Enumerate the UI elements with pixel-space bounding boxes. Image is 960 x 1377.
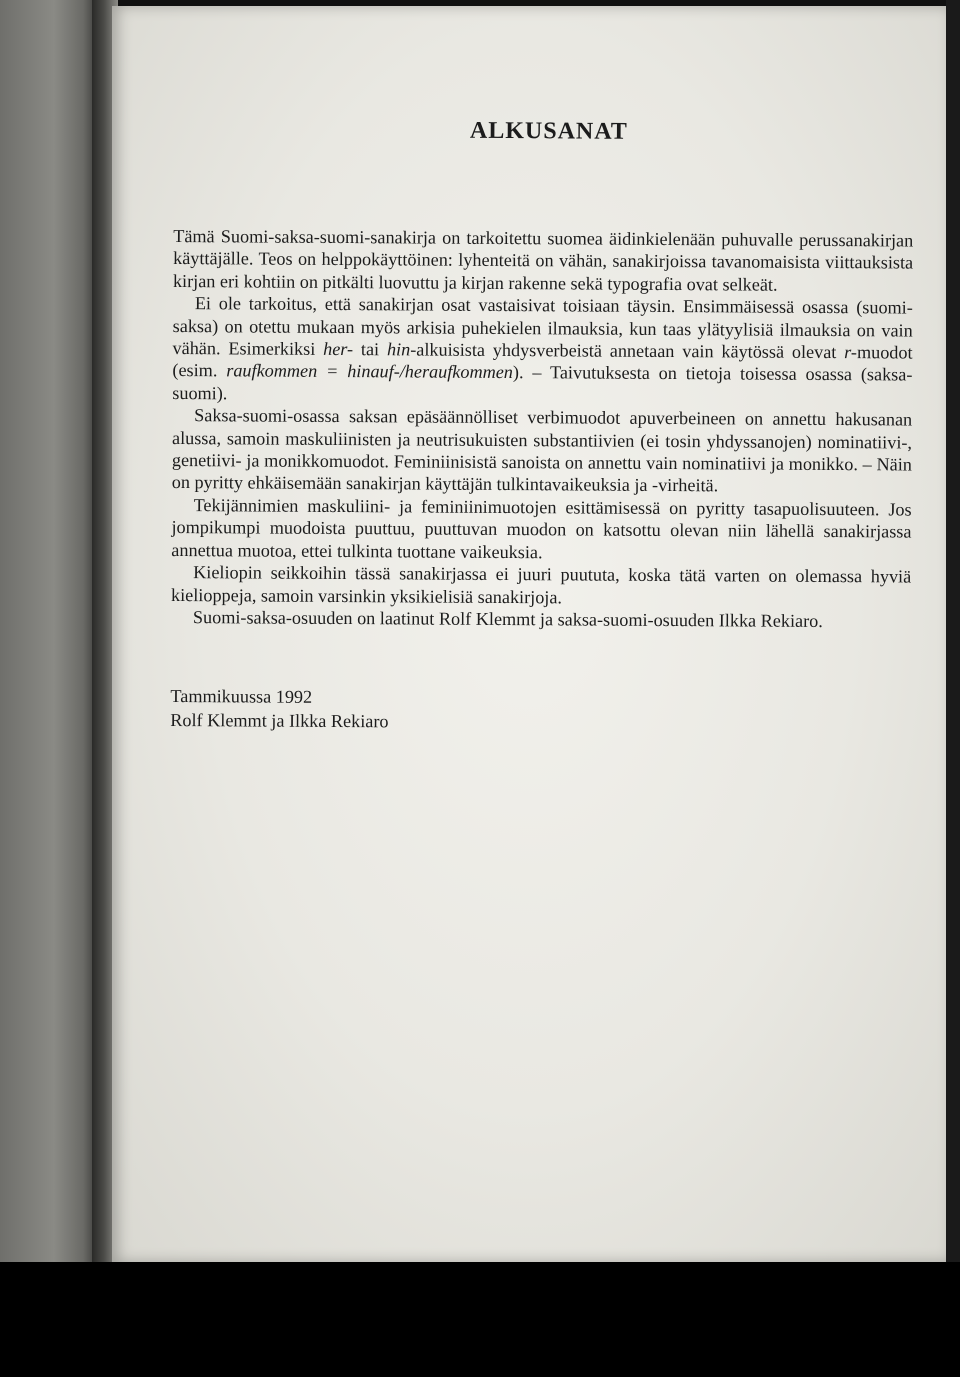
italic-term: hin- [386,339,417,360]
paragraph-text: Tekijännimien maskuliini- ja feminiinimuotojen esittämisessä on pyritty tasapuolisuuteen. Jos jompikumpi muodoista puuttuu, puuttuvan muodon on katsottu olevan niin lähellä sanakirjassa annettua muotoa, ettei tulkinta tuottane vaikeuksia. [171,495,912,562]
page-title: ALKUSANAT [469,117,628,145]
preface-paragraph [171,606,911,633]
italic-term: r- [844,342,858,363]
preface-paragraph [173,225,913,297]
book-page [112,6,946,1262]
paragraph-text: tai [353,339,388,360]
background-edge [946,0,960,1262]
signature-authors: Rolf Klemmt ja Ilkka Rekiaro [170,710,389,732]
preface-paragraph [172,292,913,409]
paragraph-text: alkuisista yhdysverbeistä annetaan vain käytössä olevat [416,339,845,363]
paragraph-text: muodot (esim. [172,342,913,381]
preface-paragraph [172,404,913,498]
facing-page [0,0,98,1262]
preface-text [170,116,914,737]
preface-paragraph [171,494,911,566]
paragraph-text: Ei ole tarkoitus, että sanakirjan osat vastaisivat toisiaan täysin. Ensimmäisessä osassa (suomi-saksa) on otettu mukaan myös arkisia puhekielen ilmauksia, kun taas ylätyylisiä ilmauksia on vain vähän. Esimerkiksi [172,293,913,359]
signature-date: Tammikuussa 1992 [170,686,313,708]
italic-term: raufkommen = hinauf-/heraufkommen [226,360,513,383]
italic-term: her- [323,338,354,360]
paragraph-text: Kieliopin seikkoihin tässä sanakirjassa ei juuri puututa, koska tätä varten on olemassa hyviä kielioppeja, samoin varsinkin yksikielisiä sanakirjoja. [171,562,912,607]
signature-block [170,684,910,737]
preface-paragraph [171,561,911,610]
preface-body [171,225,913,633]
paragraph-text: Tämä Suomi-saksa-suomi-sanakirja on tarkoitettu suomea äidinkielenään puhuvalle perussanakirjan käyttäjälle. Teos on helppokäyttöinen: lyhenteitä on vähän, sanakirjoissa tavanomaisista viittauksista kirjan eri kohtiin on pitkälti luovuttu ja kirjan rakenne sekä typografia ovat selkeät. [172,225,914,295]
paragraph-text: Saksa-suomi-osassa saksan epäsäännölliset verbimuodot apuverbeineen on annettu hakusanan alussa, samoin maskuliinisten ja neutrisukuisten substantiivien (ei tosin yhdyssanojen) nominatiivi-, genetiivi- ja monikkomuodot. Feminiinisistä sanoista on annettu vain nominatiivi ja monikko. – Näin on pyritty ehkäisemään sanakirjan käyttäjän tulkintavaikeuksia ja -virheitä. [171,405,913,496]
paragraph-text: ). – Taivutuksesta on tietoja toisessa osassa (saksa-suomi). [172,362,913,404]
paragraph-text: Suomi-saksa-osuuden on laatinut Rolf Klemmt ja saksa-suomi-osuuden Ilkka Rekiaro. [192,607,823,631]
